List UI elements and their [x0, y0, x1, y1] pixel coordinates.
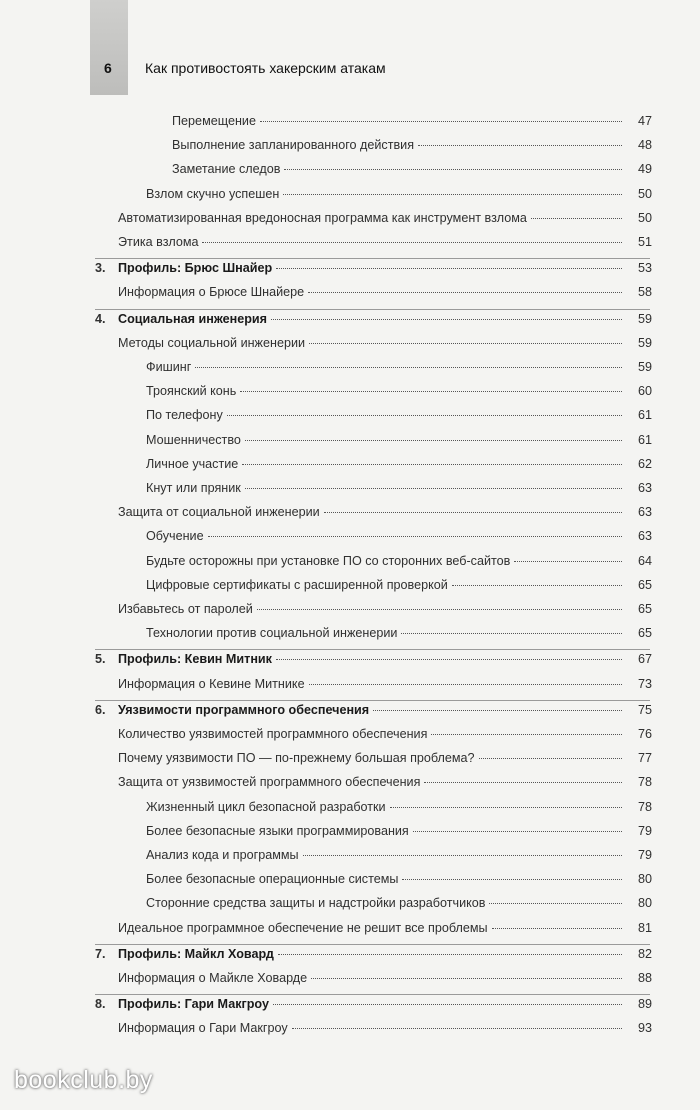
toc-entry-title: Мошенничество — [146, 432, 241, 447]
toc-page-number: 82 — [637, 946, 652, 961]
toc-entry-title: Автоматизированная вредоносная программа как инструмент взлома — [118, 210, 527, 225]
toc-page-number: 62 — [637, 456, 652, 471]
chapter-number: 7. — [95, 946, 106, 961]
chapter-separator — [95, 649, 650, 650]
toc-entry[interactable] — [0, 384, 700, 406]
toc-page-number: 63 — [637, 505, 652, 520]
toc-entry[interactable] — [0, 285, 700, 307]
toc-entry-title: Информация о Кевине Митнике — [118, 676, 305, 691]
toc-entry[interactable] — [0, 971, 700, 993]
dot-leader — [202, 241, 622, 243]
toc-chapter-entry[interactable] — [0, 652, 700, 674]
toc-page-number: 50 — [637, 186, 652, 201]
toc-entry[interactable] — [0, 138, 700, 160]
toc-entry-title: Цифровые сертификаты с расширенной проверкой — [146, 577, 448, 592]
toc-entry-title: Социальная инженерия — [118, 311, 267, 326]
dot-leader — [479, 757, 622, 759]
toc-page-number: 51 — [637, 235, 652, 249]
toc-entry[interactable] — [0, 211, 700, 233]
chapter-number: 6. — [95, 702, 106, 717]
toc-page-number: 63 — [637, 529, 652, 544]
toc-chapter-entry[interactable] — [0, 947, 700, 969]
toc-page-number: 58 — [637, 285, 652, 300]
toc-entry[interactable] — [0, 848, 700, 870]
toc-chapter-entry[interactable] — [0, 703, 700, 725]
dot-leader — [271, 318, 622, 320]
toc-entry-title: Жизненный цикл безопасной разработки — [146, 799, 386, 814]
toc-page-number: 67 — [637, 652, 652, 667]
toc-entry[interactable] — [0, 677, 700, 699]
toc-entry[interactable] — [0, 360, 700, 382]
dot-leader — [240, 390, 622, 392]
dot-leader — [292, 1027, 622, 1029]
book-title: Как противостоять хакерским атакам — [145, 60, 386, 76]
toc-entry[interactable] — [0, 872, 700, 894]
toc-page-number: 59 — [637, 311, 652, 326]
toc-entry-title: Уязвимости программного обеспечения — [118, 702, 370, 717]
toc-entry[interactable] — [0, 727, 700, 749]
toc-entry[interactable] — [0, 529, 700, 551]
dot-leader — [418, 144, 622, 146]
chapter-number: 5. — [95, 652, 106, 667]
toc-page-number: 79 — [637, 823, 652, 838]
toc-entry[interactable] — [0, 775, 700, 797]
chapter-number: 3. — [95, 261, 106, 276]
toc-entry[interactable] — [0, 505, 700, 527]
toc-entry-title: Личное участие — [146, 456, 239, 471]
toc-page-number: 49 — [637, 162, 652, 177]
toc-entry-title: Более безопасные языки программирования — [146, 823, 409, 838]
toc-page-number: 76 — [637, 727, 652, 741]
toc-entry-title: Этика взлома — [118, 235, 199, 249]
dot-leader — [257, 608, 622, 610]
toc-entry-title: Почему уязвимости ПО — по-прежнему большая проблема? — [118, 751, 475, 766]
toc-entry[interactable] — [0, 921, 700, 943]
dot-leader — [308, 291, 622, 293]
toc-page-number: 89 — [637, 997, 652, 1012]
toc-entry-title: Заметание следов — [172, 162, 281, 177]
page-number: 6 — [104, 60, 112, 76]
toc-entry[interactable] — [0, 457, 700, 479]
dot-leader — [245, 439, 622, 441]
toc-entry-title: Обучение — [146, 529, 204, 544]
dot-leader — [309, 683, 622, 685]
toc-page-number: 78 — [637, 775, 652, 790]
dot-leader — [413, 830, 622, 832]
toc-entry[interactable] — [0, 1021, 700, 1043]
toc-entry-title: Будьте осторожны при установке ПО со сторонних веб-сайтов — [146, 553, 511, 568]
dot-leader — [492, 927, 622, 929]
dot-leader — [452, 584, 622, 586]
toc-page-number: 78 — [637, 799, 652, 814]
chapter-number: 8. — [95, 997, 106, 1012]
dot-leader — [489, 902, 622, 904]
toc-entry[interactable] — [0, 162, 700, 184]
dot-leader — [390, 806, 622, 808]
toc-page-number: 93 — [637, 1021, 652, 1036]
toc-entry[interactable] — [0, 626, 700, 648]
dot-leader — [373, 709, 622, 711]
toc-page-number: 75 — [637, 702, 652, 717]
toc-entry-title: Идеальное программное обеспечение не решит все проблемы — [118, 920, 488, 935]
dot-leader — [431, 733, 622, 735]
toc-entry[interactable] — [0, 336, 700, 358]
toc-entry[interactable] — [0, 824, 700, 846]
toc-entry-title: Профиль: Кевин Митник — [118, 652, 272, 667]
dot-leader — [402, 878, 622, 880]
chapter-number: 4. — [95, 311, 106, 326]
toc-entry[interactable] — [0, 896, 700, 918]
watermark: bookclub.by — [14, 1066, 153, 1094]
toc-entry-title: Более безопасные операционные системы — [146, 872, 399, 887]
dot-leader — [324, 511, 622, 513]
chapter-separator — [95, 309, 650, 310]
toc-entry[interactable] — [0, 235, 700, 257]
toc-page-number: 59 — [637, 360, 652, 374]
toc-entry[interactable] — [0, 554, 700, 576]
toc-chapter-entry[interactable] — [0, 997, 700, 1019]
toc-entry-title: Анализ кода и программы — [146, 848, 299, 862]
toc-chapter-entry[interactable] — [0, 312, 700, 334]
dot-leader — [424, 781, 622, 783]
toc-page-number: 80 — [637, 872, 652, 887]
dot-leader — [401, 632, 622, 634]
toc-entry-title: Методы социальной инженерии — [118, 335, 306, 350]
toc-entry-title: Профиль: Гари Макгроу — [118, 997, 269, 1012]
toc-entry-title: Информация о Майкле Ховарде — [118, 971, 308, 985]
toc-entry-title: Защита от уязвимостей программного обеспечения — [118, 775, 421, 790]
dot-leader — [531, 217, 622, 219]
chapter-separator — [95, 994, 650, 995]
toc-page-number: 65 — [637, 577, 652, 592]
toc-entry-title: Технологии против социальной инженерии — [146, 626, 398, 641]
toc-entry[interactable] — [0, 433, 700, 455]
toc-page-number: 59 — [637, 335, 652, 350]
toc-entry-title: Количество уязвимостей программного обеспечения — [118, 727, 428, 741]
dot-leader — [242, 463, 622, 465]
page-number-tab — [90, 0, 128, 95]
toc-page-number: 61 — [637, 432, 652, 447]
toc-entry[interactable] — [0, 578, 700, 600]
toc-entry-title: Фишинг — [146, 360, 192, 374]
toc-entry-title: Профиль: Брюс Шнайер — [118, 261, 273, 276]
page-header — [0, 0, 700, 95]
toc-page-number: 47 — [637, 114, 652, 128]
toc-entry-title: Взлом скучно успешен — [146, 186, 280, 201]
toc-entry-title: По телефону — [146, 408, 223, 423]
dot-leader — [227, 414, 622, 416]
toc-page-number: 65 — [637, 602, 652, 616]
dot-leader — [309, 342, 622, 344]
toc-page-number: 88 — [637, 971, 652, 985]
dot-leader — [208, 535, 622, 537]
dot-leader — [514, 560, 622, 562]
toc-entry-title: Профиль: Майкл Ховард — [118, 946, 274, 961]
toc-entry-title: Избавьтесь от паролей — [118, 602, 253, 616]
toc-entry-title: Троянский конь — [146, 384, 237, 399]
dot-leader — [276, 267, 622, 269]
toc-page-number: 65 — [637, 626, 652, 641]
toc-page-number: 53 — [637, 261, 652, 276]
toc-page-number: 61 — [637, 408, 652, 423]
toc-page-number: 60 — [637, 384, 652, 399]
toc-page-number: 79 — [637, 848, 652, 862]
chapter-separator — [95, 258, 650, 259]
toc-page-number: 73 — [637, 676, 652, 691]
chapter-separator — [95, 944, 650, 945]
toc-page-number: 77 — [637, 751, 652, 766]
dot-leader — [245, 487, 622, 489]
dot-leader — [276, 658, 622, 660]
dot-leader — [283, 193, 622, 195]
toc-entry[interactable] — [0, 481, 700, 503]
dot-leader — [273, 1003, 622, 1005]
toc-entry-title: Защита от социальной инженерии — [118, 505, 320, 520]
toc-page-number: 50 — [637, 210, 652, 225]
toc-entry[interactable] — [0, 800, 700, 822]
toc-entry-title: Перемещение — [172, 114, 256, 128]
chapter-separator — [95, 700, 650, 701]
dot-leader — [278, 953, 622, 955]
toc-entry[interactable] — [0, 602, 700, 624]
toc-entry-title: Информация о Брюсе Шнайере — [118, 285, 305, 300]
toc-entry-title: Информация о Гари Макгроу — [118, 1021, 288, 1036]
toc-page-number: 64 — [637, 553, 652, 568]
toc-entry-title: Кнут или пряник — [146, 481, 241, 495]
toc-page-number: 80 — [637, 896, 652, 911]
dot-leader — [284, 168, 622, 170]
dot-leader — [195, 366, 622, 368]
toc-entry[interactable] — [0, 187, 700, 209]
toc-entry[interactable] — [0, 408, 700, 430]
toc-entry-title: Выполнение запланированного действия — [172, 138, 415, 153]
dot-leader — [303, 854, 622, 856]
toc-entry[interactable] — [0, 751, 700, 773]
toc-chapter-entry[interactable] — [0, 261, 700, 283]
toc-entry[interactable] — [0, 114, 700, 136]
toc-page-number: 63 — [637, 481, 652, 495]
dot-leader — [260, 120, 622, 122]
toc-page-number: 48 — [637, 138, 652, 153]
toc-page-number: 81 — [637, 920, 652, 935]
dot-leader — [311, 977, 622, 979]
toc-entry-title: Сторонние средства защиты и надстройки разработчиков — [146, 896, 486, 911]
